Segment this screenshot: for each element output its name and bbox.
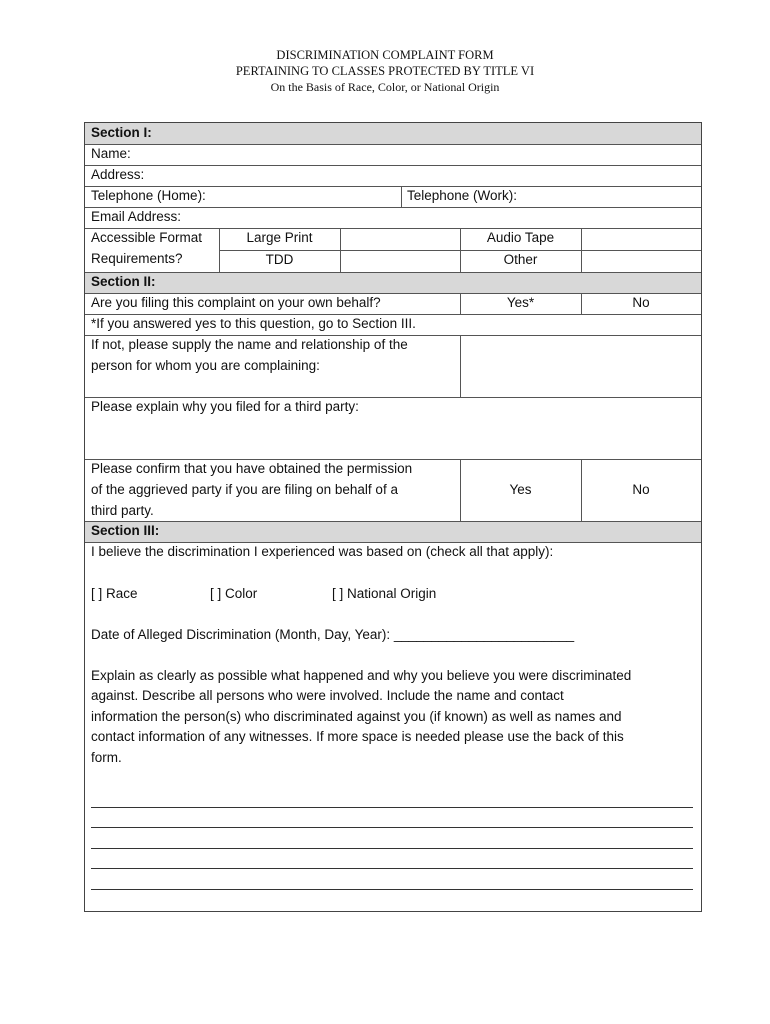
- own-behalf-no: No: [632, 295, 650, 310]
- permission-confirm-line2: of the aggrieved party if you are filing on behalf of a: [91, 482, 398, 497]
- section-3-skip-note: *If you answered yes to this question, go to Section III.: [91, 316, 416, 331]
- option-large-print: Large Print: [246, 230, 313, 245]
- section-1-header-bg: [85, 123, 701, 144]
- address-label: Address:: [91, 167, 145, 182]
- telephone-work-label: Telephone (Work):: [407, 188, 518, 203]
- answer-line[interactable]: [91, 848, 693, 849]
- section-3-title: Section III:: [91, 523, 160, 538]
- explain-instructions-line5: form.: [91, 750, 122, 765]
- answer-line[interactable]: [91, 827, 693, 828]
- section-1-title: Section I:: [91, 125, 152, 140]
- third-party-instruction-line1: If not, please supply the name and relationship of the: [91, 337, 408, 352]
- requirements-label: Requirements?: [91, 251, 183, 266]
- checkbox-race[interactable]: [ ] Race: [91, 586, 138, 601]
- own-behalf-question: Are you filing this complaint on your own behalf?: [91, 295, 381, 310]
- permission-no: No: [632, 482, 650, 497]
- section-2-header-bg: [85, 272, 701, 293]
- option-other: Other: [503, 252, 538, 267]
- date-of-discrimination-field[interactable]: Date of Alleged Discrimination (Month, Day, Year): ________________________: [91, 627, 575, 642]
- explain-instructions-line1: Explain as clearly as possible what happened and why you believe you were discriminated: [91, 668, 632, 683]
- complaint-form-table: [84, 122, 702, 912]
- third-party-reason-label: Please explain why you filed for a third party:: [91, 399, 359, 414]
- explain-instructions-line3: information the person(s) who discriminated against you (if known) as well as names and: [91, 709, 622, 724]
- basis-question: I believe the discrimination I experienced was based on (check all that apply):: [91, 544, 554, 559]
- permission-confirm-line3: third party.: [91, 503, 154, 518]
- option-audio-tape: Audio Tape: [486, 230, 555, 245]
- explain-instructions-line4: contact information of any witnesses. If more space is needed please use the back of this: [91, 729, 624, 744]
- checkbox-national-origin[interactable]: [ ] National Origin: [332, 586, 437, 601]
- form-subtitle: PERTAINING TO CLASSES PROTECTED BY TITLE VI: [235, 64, 535, 78]
- own-behalf-yes: Yes*: [506, 295, 535, 310]
- option-tdd: TDD: [265, 252, 294, 267]
- answer-line[interactable]: [91, 868, 693, 869]
- email-label: Email Address:: [91, 209, 182, 224]
- section-2-title: Section II:: [91, 274, 156, 289]
- answer-line[interactable]: [91, 889, 693, 890]
- name-label: Name:: [91, 146, 131, 161]
- checkbox-color[interactable]: [ ] Color: [210, 586, 258, 601]
- accessible-format-label: Accessible Format: [91, 230, 203, 245]
- form-basis-line: On the Basis of Race, Color, or National Origin: [270, 80, 500, 94]
- answer-line[interactable]: [91, 807, 693, 808]
- permission-yes: Yes: [509, 482, 532, 497]
- third-party-instruction-line2: person for whom you are complaining:: [91, 358, 320, 373]
- explain-instructions-line2: against. Describe all persons who were involved. Include the name and contact: [91, 688, 564, 703]
- form-title: DISCRIMINATION COMPLAINT FORM: [276, 48, 494, 62]
- section-3-header-bg: [85, 521, 701, 542]
- permission-confirm-line1: Please confirm that you have obtained the permission: [91, 461, 413, 476]
- telephone-home-label: Telephone (Home):: [91, 188, 206, 203]
